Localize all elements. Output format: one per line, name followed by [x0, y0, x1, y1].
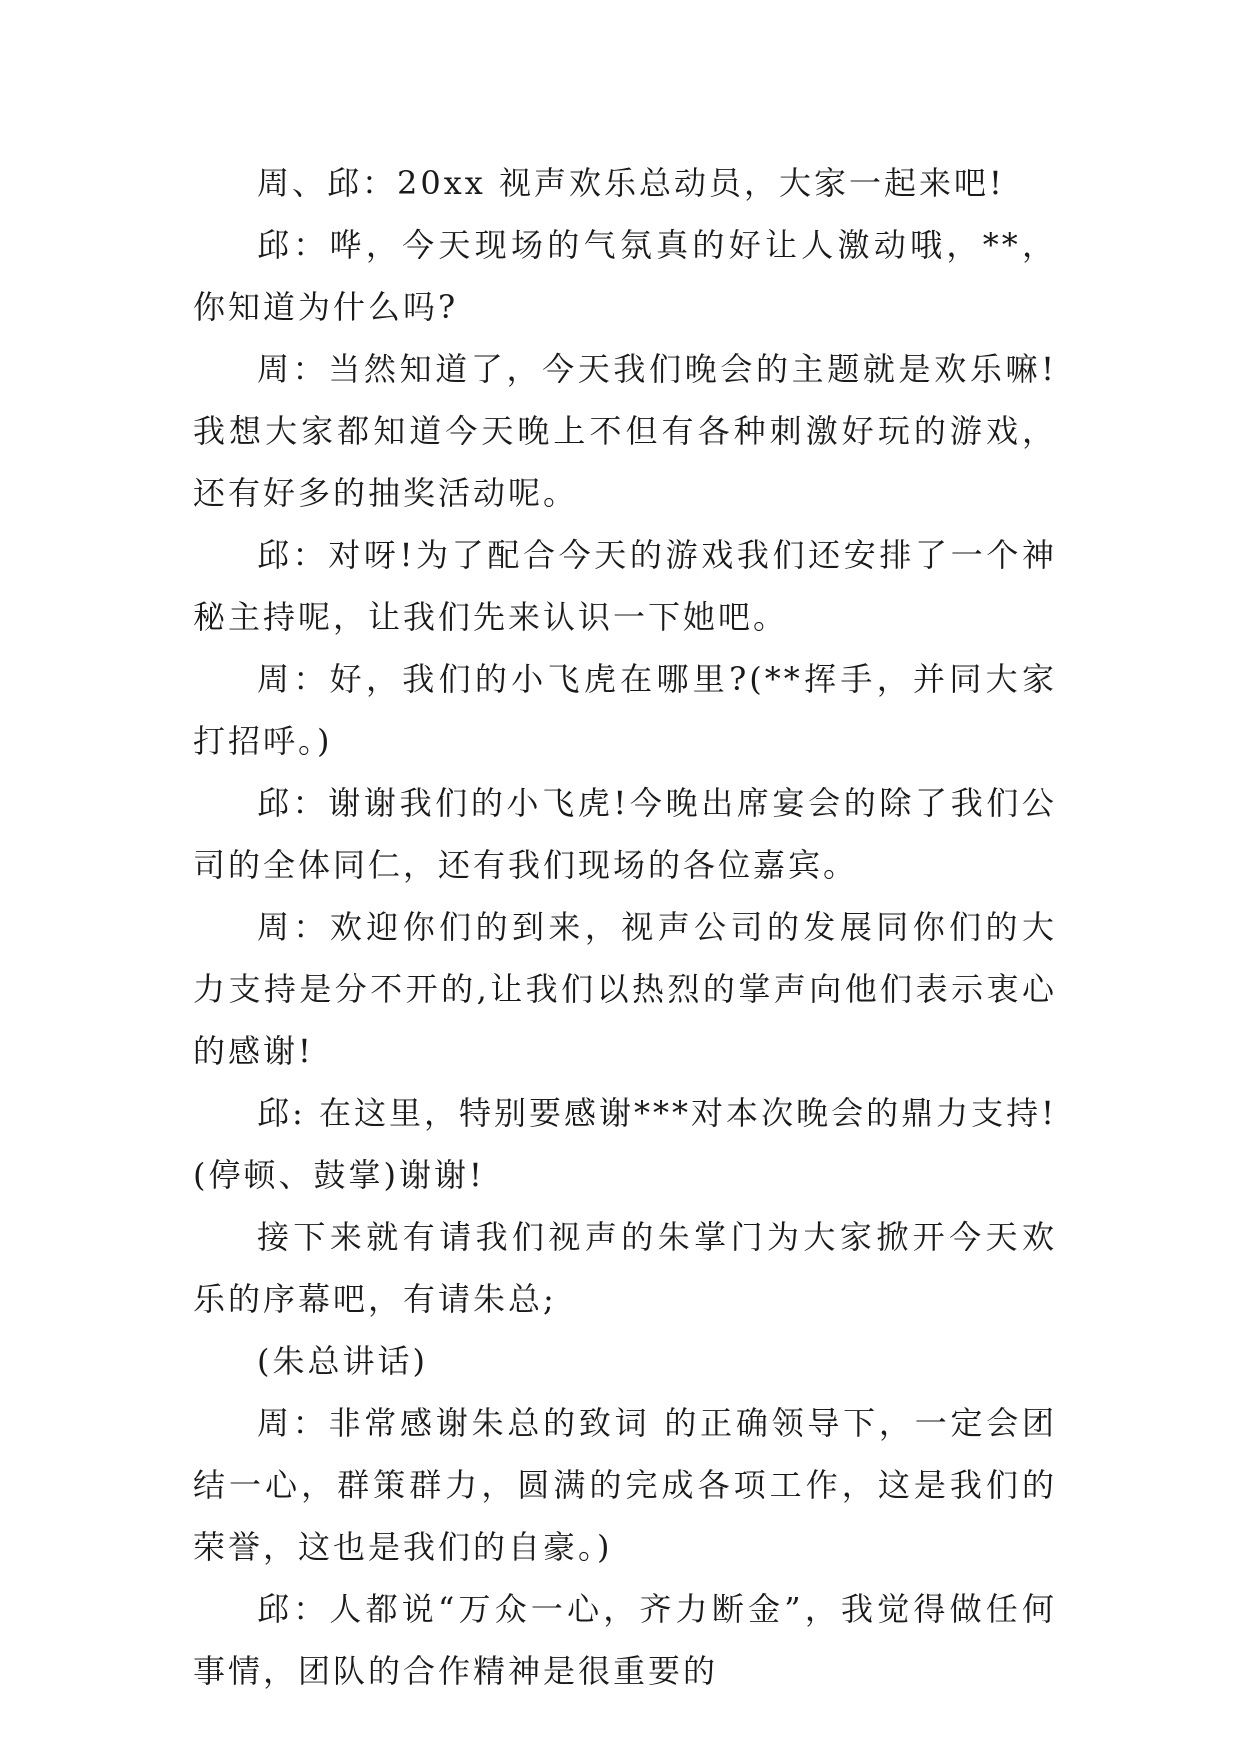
paragraph-7: 周：欢迎你们的到来，视声公司的发展同你们的大力支持是分不开的,让我们以热烈的掌声向他们表示衷心的感谢!: [193, 908, 1057, 1070]
paragraph-6: 邱：谢谢我们的小飞虎!今晚出席宴会的除了我们公司的全体同仁，还有我们现场的各位嘉宾。: [193, 784, 1057, 884]
paragraph-2: 邱：哗，今天现场的气氛真的好让人激动哦，**，你知道为什么吗?: [193, 226, 1057, 326]
paragraph-1: 周、邱：20xx 视声欢乐总动员，大家一起来吧!: [257, 164, 1005, 202]
paragraph-10: (朱总讲话): [257, 1342, 428, 1380]
paragraph-5: 周：好，我们的小飞虎在哪里?(**挥手，并同大家打招呼。): [193, 660, 1057, 760]
paragraph-4: 邱：对呀!为了配合今天的游戏我们还安排了一个神秘主持呢，让我们先来认识一下她吧。: [193, 536, 1057, 636]
paragraph-3: 周：当然知道了，今天我们晚会的主题就是欢乐嘛!我想大家都知道今天晚上不但有各种刺激好玩的游戏，还有好多的抽奖活动呢。: [193, 350, 1057, 512]
paragraph-11: 周：非常感谢朱总的致词 的正确领导下，一定会团结一心，群策群力，圆满的完成各项工作，这是我们的荣誉，这也是我们的自豪。): [193, 1404, 1057, 1566]
document-body: [193, 152, 1057, 1702]
paragraph-12: 邱：人都说“万众一心，齐力断金”，我觉得做任何事情，团队的合作精神是很重要的: [193, 1590, 1057, 1690]
paragraph-8: 邱: 在这里，特别要感谢***对本次晚会的鼎力支持!(停顿、鼓掌)谢谢!: [193, 1094, 1057, 1194]
paragraph-9: 接下来就有请我们视声的朱掌门为大家掀开今天欢乐的序幕吧，有请朱总;: [193, 1218, 1057, 1318]
